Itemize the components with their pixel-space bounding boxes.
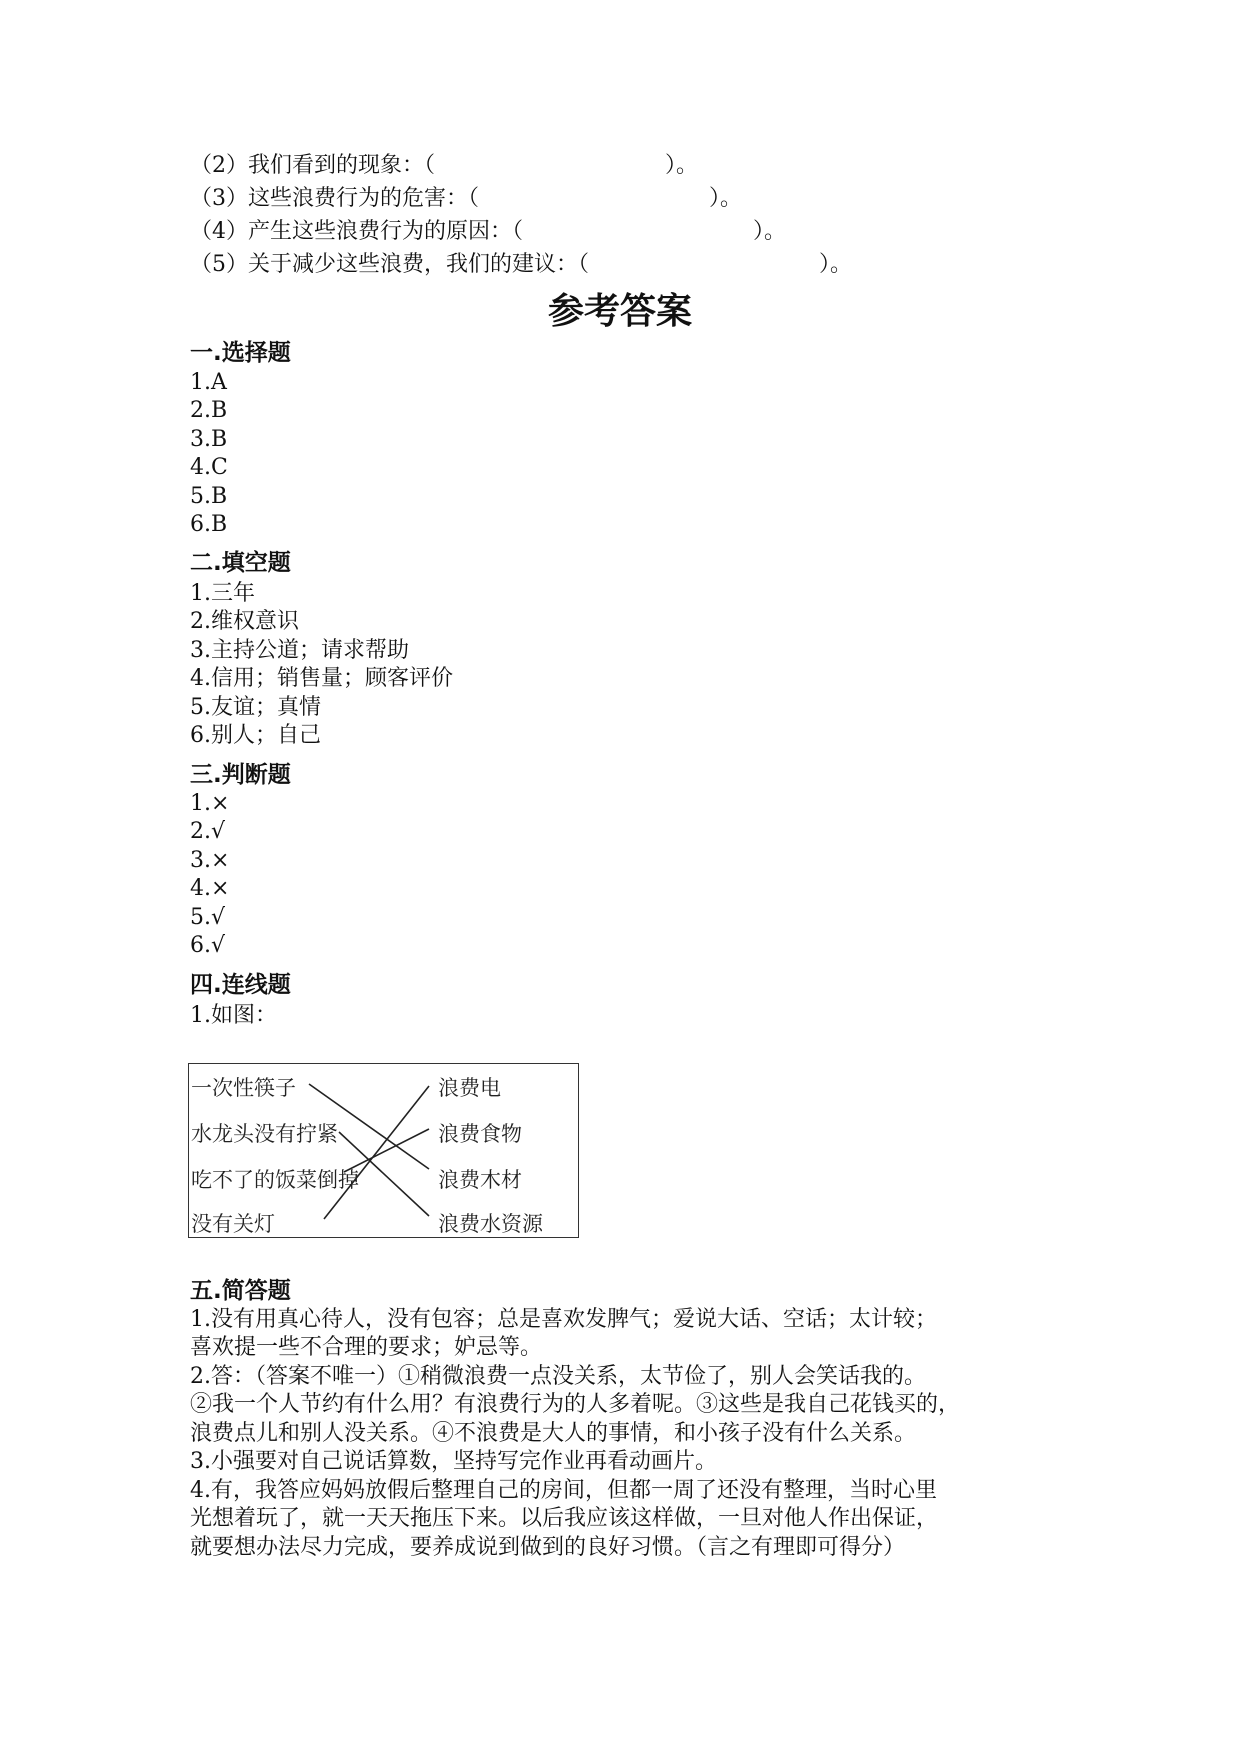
section-heading-short-answer: 五.简答题	[190, 1278, 291, 1304]
answer-item: 2.B	[190, 398, 228, 423]
answer-item: 1.A	[190, 370, 227, 395]
matching-figure	[188, 1063, 579, 1238]
section-heading-matching: 四.连线题	[190, 972, 291, 998]
section-heading-choice: 一.选择题	[190, 340, 291, 366]
match-line	[344, 1129, 429, 1172]
section-heading-fill: 二.填空题	[190, 550, 291, 576]
question-line-5: （5）关于减少这些浪费，我们的建议：（ ）。	[190, 252, 853, 277]
answer-item: 4.信用；销售量；顾客评价	[190, 666, 453, 691]
page-title: 参考答案	[547, 291, 692, 332]
section-heading-judge: 三.判断题	[190, 762, 291, 788]
answer-item: 5.友谊；真情	[190, 695, 321, 720]
answer-line: 4.有，我答应妈妈放假后整理自己的房间，但都一周了还没有整理，当时心里	[190, 1478, 937, 1503]
answer-line: ②我一个人节约有什么用？有浪费行为的人多着呢。③这些是我自己花钱买的，	[190, 1392, 961, 1417]
answer-item: 2.√	[190, 819, 226, 844]
answer-item: 6.别人；自己	[190, 723, 321, 748]
matching-lines	[189, 1064, 580, 1239]
answer-item: 5.√	[190, 905, 226, 930]
answer-line: 就要想办法尽力完成，要养成说到做到的良好习惯。（言之有理即可得分）	[190, 1535, 906, 1560]
answer-line: 2.答：（答案不唯一）①稍微浪费一点没关系，太节俭了，别人会笑话我的。	[190, 1364, 926, 1389]
figure-right-label: 浪费电	[438, 1076, 501, 1100]
answer-item: 4.C	[190, 455, 228, 480]
answer-line: 喜欢提一些不合理的要求；妒忌等。	[190, 1335, 543, 1360]
answer-item: 4.×	[190, 876, 230, 901]
answer-item: 3.×	[190, 848, 230, 873]
answer-line: 3.小强要对自己说话算数，坚持写完作业再看动画片。	[190, 1449, 717, 1474]
figure-left-label: 水龙头没有拧紧	[191, 1122, 338, 1146]
answer-item: 1.三年	[190, 581, 255, 606]
figure-left-label: 没有关灯	[191, 1212, 275, 1236]
figure-right-label: 浪费食物	[438, 1122, 522, 1146]
figure-right-label: 浪费水资源	[438, 1212, 543, 1236]
answer-item: 3.主持公道；请求帮助	[190, 638, 409, 663]
answer-item: 1.如图：	[190, 1003, 277, 1028]
answer-item: 6.B	[190, 512, 228, 537]
answer-item: 5.B	[190, 484, 228, 509]
answer-item: 1.×	[190, 791, 230, 816]
question-line-4: （4）产生这些浪费行为的原因：（ ）。	[190, 219, 787, 244]
answer-item: 2.维权意识	[190, 609, 299, 634]
match-line	[309, 1084, 429, 1169]
answer-item: 6.√	[190, 933, 226, 958]
answer-line: 光想着玩了，就一天天拖压下来。以后我应该这样做，一旦对他人作出保证，	[190, 1506, 939, 1531]
answer-line: 1.没有用真心待人，没有包容；总是喜欢发脾气；爱说大话、空话；太计较；	[190, 1307, 937, 1332]
figure-left-label: 一次性筷子	[191, 1076, 296, 1100]
question-line-3: （3）这些浪费行为的危害：（ ）。	[190, 186, 743, 211]
match-line	[339, 1132, 429, 1216]
figure-right-label: 浪费木材	[438, 1168, 522, 1192]
question-line-2: （2）我们看到的现象：（ ）。	[190, 153, 699, 178]
figure-left-label: 吃不了的饭菜倒掉	[191, 1168, 359, 1192]
answer-item: 3.B	[190, 427, 228, 452]
answer-line: 浪费点儿和别人没关系。④不浪费是大人的事情，和小孩子没有什么关系。	[190, 1421, 917, 1446]
